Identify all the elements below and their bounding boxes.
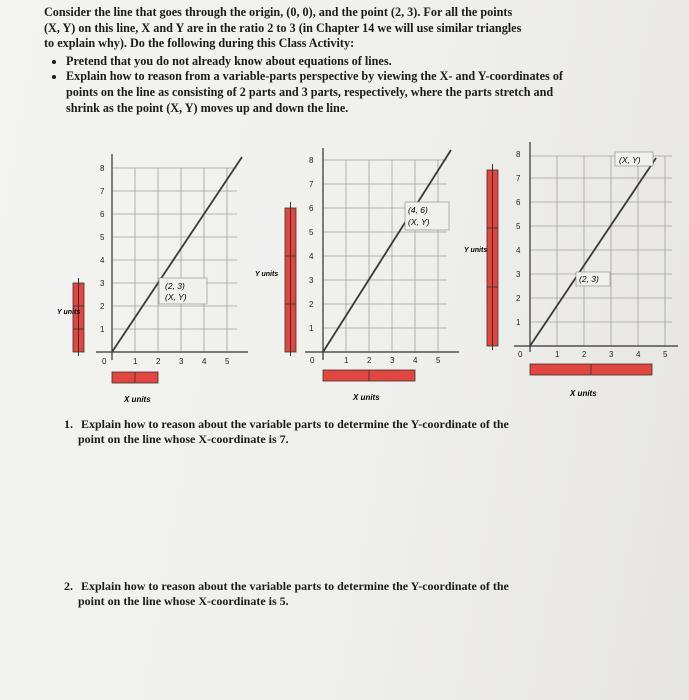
graph-1-y-bar [73,278,84,356]
graph-3-point-label: (2, 3) [579,274,599,284]
graph-2-xtick-2: 2 [367,356,372,365]
graph-2-ytick-5: 5 [309,228,314,237]
graph-3-x-units: X units [570,389,597,398]
graph-2-point-label: (4, 6) [408,205,428,215]
graph-2-y-units: Y units [255,271,279,278]
graph-2-x-ticks [310,356,441,365]
graph-2-ytick-7: 7 [309,180,314,189]
graph-3-ytick-1: 1 [516,318,521,327]
graph-3-xtick-0: 0 [518,350,523,359]
question-1-line-2: point on the line whose X-coordinate is 7. [78,432,289,446]
bullet-1: • Pretend that you do not already know about equations of lines. [66,54,564,70]
graph-1-var-label: (X, Y) [165,292,187,302]
graph-3-xtick-2: 2 [582,350,587,359]
graph-2-y-bar [285,202,296,356]
graph-3-ytick-5: 5 [516,222,521,231]
graph-3-var-label: (X, Y) [619,155,641,165]
graph-2-xtick-0: 0 [310,356,315,365]
question-1-line-1: Explain how to reason about the variable parts to determine the Y-coordinate of the [81,417,509,431]
graph-1-xtick-0: 0 [102,357,107,366]
graph-2-var-label: (X, Y) [408,217,430,227]
graph-3-y-units: Y units [464,247,488,254]
intro-text [44,5,564,116]
graph-2-ytick-4: 4 [309,252,314,261]
graph-1-ytick-3: 3 [100,279,105,288]
graph-2-ytick-2: 2 [309,300,314,309]
graph-3 [460,140,682,408]
graph-2-xtick-3: 3 [390,356,395,365]
graph-2-xtick-5: 5 [436,356,441,365]
graph-3-y-ticks [516,150,521,327]
graph-3-ytick-2: 2 [516,294,521,303]
intro-line-3: to explain why). Do the following during this Class Activity: [44,36,355,51]
graph-1-ytick-2: 2 [100,302,105,311]
graph-1-xtick-5: 5 [225,357,230,366]
graph-1-y-ticks [100,164,105,334]
graph-2-y-ticks [309,156,314,333]
question-1-number: 1. [64,417,73,431]
graph-3-ytick-3: 3 [516,270,521,279]
graph-3-ytick-4: 4 [516,246,521,255]
question-2-line-2: point on the line whose X-coordinate is 5. [78,594,289,608]
graph-1-ytick-8: 8 [100,164,105,173]
graph-2-ytick-6: 6 [309,204,314,213]
graph-1-xtick-4: 4 [202,357,207,366]
bullet-2: • Explain how to reason from a variable-parts perspective by viewing the X- and Y-coordinates of points on the line as consisting of 2 parts and 3 parts, respectively, where the parts stretch and shrink as the point (X, Y) moves up and down the line. [66,69,564,116]
graph-1-x-bar [112,372,158,383]
question-2 [64,579,564,609]
graph-1 [52,150,252,410]
intro-bullets [44,54,564,116]
graph-2-x-units: X units [353,393,380,402]
graph-3-ytick-6: 6 [516,198,521,207]
graph-3-grid [530,156,672,346]
graph-1-xtick-3: 3 [179,357,184,366]
graph-1-ytick-7: 7 [100,187,105,196]
graph-1-ytick-6: 6 [100,210,105,219]
graph-3-xtick-1: 1 [555,350,560,359]
graph-2-ytick-1: 1 [309,324,314,333]
graph-3-xtick-4: 4 [636,350,641,359]
graph-3-xtick-5: 5 [663,350,668,359]
graph-1-x-ticks [102,357,230,366]
graph-2 [255,146,465,410]
graph-2-ytick-8: 8 [309,156,314,165]
graph-2-line [323,150,451,352]
graph-1-xtick-2: 2 [156,357,161,366]
graph-3-x-bar [530,364,652,375]
graph-1-point-label: (2, 3) [165,281,185,291]
graph-1-line [112,157,242,352]
graph-1-xtick-1: 1 [133,357,138,366]
graph-1-ytick-4: 4 [100,256,105,265]
intro-line-1: Consider the line that goes through the origin, (0, 0), and the point (2, 3). For all the points [44,5,513,19]
graph-1-x-units: X units [124,395,151,404]
graph-2-xtick-4: 4 [413,356,418,365]
graph-2-xtick-1: 1 [344,356,349,365]
graph-3-y-bar [487,164,498,350]
graph-3-ytick-8: 8 [516,150,521,159]
question-1 [64,417,564,447]
graph-1-ytick-5: 5 [100,233,105,242]
graph-1-ytick-1: 1 [100,325,105,334]
graph-2-x-bar [323,370,415,381]
graph-3-ytick-7: 7 [516,174,521,183]
question-2-number: 2. [64,579,73,593]
question-2-line-1: Explain how to reason about the variable parts to determine the Y-coordinate of the [81,579,509,593]
intro-line-2: (X, Y) on this line, X and Y are in the ratio 2 to 3 (in Chapter 14 we will use similar triangles [44,20,522,35]
graph-3-line [530,158,656,346]
graph-1-y-units: Y units [57,309,81,316]
graph-3-xtick-3: 3 [609,350,614,359]
graph-2-ytick-3: 3 [309,276,314,285]
graph-3-x-ticks [518,350,668,359]
